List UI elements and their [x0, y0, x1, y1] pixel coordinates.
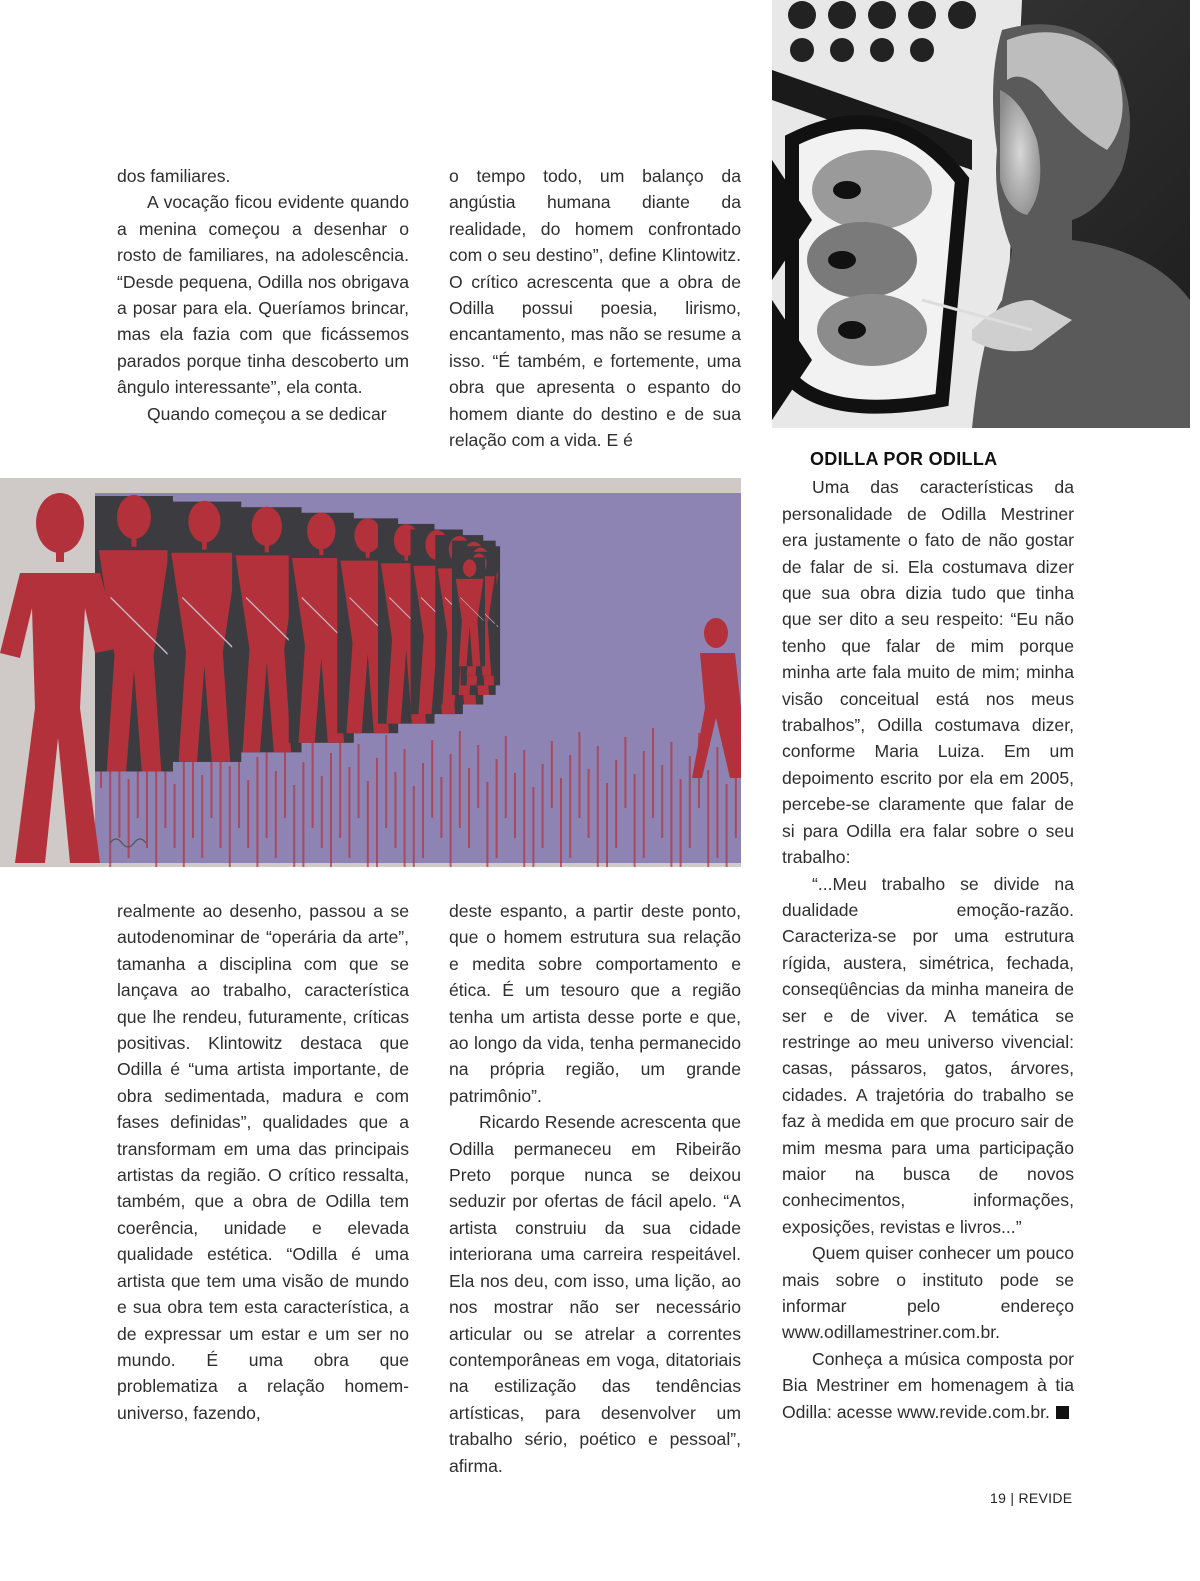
- article-column-2-bottom: [449, 898, 741, 1479]
- article-column-1-top: [117, 163, 409, 427]
- sidebar-column: [782, 446, 1091, 1425]
- end-mark-icon: r: [1056, 1406, 1069, 1419]
- article-paragraph: dos familiares.: [117, 166, 231, 186]
- artwork-photo: [0, 478, 741, 867]
- sidebar-quote: “...Meu trabalho se divide na dualidade emoção-razão. Caracteriza-se por uma estrutura rígida, austera, simétrica, fechada, conseqüências da minha maneira de ser e de viver. A temática se restringe ao meu universo vivencial: casas, pássaros, gatos, árvores, cidades. A trajetória do trabalho se faz à medida em que procuro sair de mim mesma para uma participação maior na busca de novos conhecimentos, informações, exposições, revistas e livros...”: [782, 873, 1074, 1237]
- article-paragraph: realmente ao desenho, passou a se autodenominar de “operária da arte”, tamanha a disciplina com que se lançava ao trabalho, característica que lhe rendeu, futuramente, críticas positivas. Klintowitz destaca que Odilla é “uma artista importante, de obra sedimentada, madura e com fases definidas”, qualidades que a transformam em uma das principais artistas da região. O crítico ressalta, também, que a obra de Odilla tem coerência, unidade e elevada qualidade estética. “Odilla é uma artista que tem uma visão de mundo e sua obra tem esta característica, a de expressar um estar e um ser no mundo. É uma obra que problematiza a relação homem-universo, fazendo,: [117, 901, 409, 1423]
- sidebar-paragraph: Quem quiser conhecer um pouco mais sobre o instituto pode se informar pelo endereço www.odillamestriner.com.br.: [782, 1243, 1074, 1343]
- sidebar-closing-text: Conheça a música composta por Bia Mestriner em homenagem à tia Odilla: acesse www.revide.com.br.: [782, 1348, 1074, 1422]
- article-paragraph: o tempo todo, um balanço da angústia humana diante da realidade, do homem confrontado com o seu destino”, define Klintowitz. O crítico acrescenta que a obra de Odilla possui poesia, lirismo, encantamento, mas não se resume a isso. “É também, e fortemente, uma obra que apresenta o espanto do homem diante do destino e de sua relação com a vida. E é: [449, 166, 741, 451]
- article-column-2-top: [449, 163, 741, 453]
- article-column-1-bottom: [117, 898, 409, 1426]
- article-paragraph: A vocação ficou evidente quando a menina começou a desenhar o rosto de familiares, na adolescência. “Desde pequena, Odilla nos obrigava a posar para ela. Queríamos brincar, mas ela fazia com que ficássemos parados porque tinha descoberto um ângulo interessante”, ela conta.: [117, 192, 409, 398]
- artist-photo: [772, 0, 1190, 428]
- sidebar-paragraph: Uma das características da personalidade de Odilla Mestriner era justamente o fato de não gostar de falar de si. Ela costumava dizer que sua obra dizia tudo que tinha que ser dito a seu respeito: “Eu não tenho que falar de mim porque minha arte fala muito de mim; minha visão conceitual está nos meus trabalhos”, Odilla costumava dizer, conforme Maria Luiza. Em um depoimento escrito por ela em 2005, percebe-se claramente que falar de si para Odilla era falar sobre o seu trabalho:: [782, 477, 1074, 868]
- page-folio: 19 | REVIDE: [990, 1490, 1073, 1506]
- article-paragraph: Quando começou a se dedicar: [147, 403, 387, 424]
- sidebar-heading: ODILLA POR ODILLA: [810, 449, 998, 469]
- article-paragraph: Ricardo Resende acrescenta que Odilla permaneceu em Ribeirão Preto porque nunca se deixou seduzir por ofertas de fácil apelo. “A artista construiu da sua cidade interiorana uma carreira respeitável. Ela nos deu, com isso, uma lição, ao nos mostrar não ser necessário articular ou se atrelar a correntes contemporâneas em voga, ditatoriais na estilização das tendências artísticas, para desenvolver um trabalho sério, poético e pessoal”, afirma.: [449, 1112, 741, 1476]
- sidebar-paragraph: [782, 1346, 1091, 1425]
- article-paragraph: deste espanto, a partir deste ponto, que o homem estrutura sua relação e medita sobre comportamento e ética. É um tesouro que a região tenha um artista desse porte e que, ao longo da vida, tenha permanecido na própria região, um grande patrimônio”.: [449, 901, 741, 1106]
